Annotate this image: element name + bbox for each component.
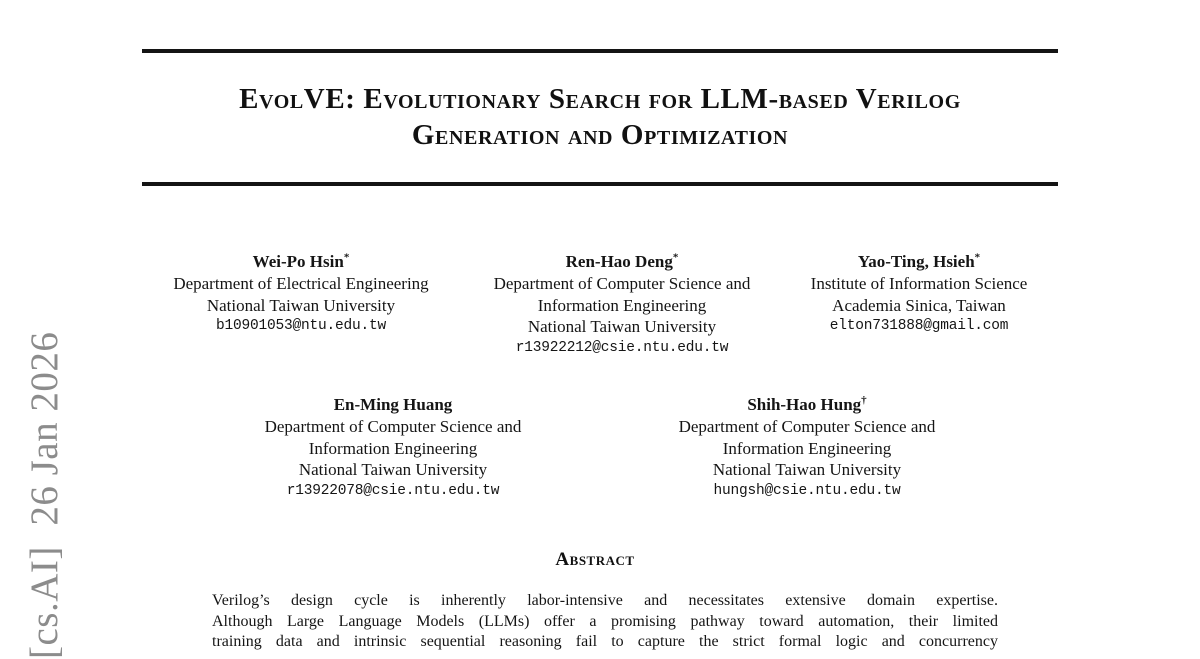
paper-title [142, 81, 1058, 153]
abstract-text-line: Although Large Language Models (LLMs) offer a promising pathway toward automation, their limited [212, 612, 998, 630]
author-footnote-mark: * [974, 251, 981, 264]
author-footnote-mark: * [672, 251, 679, 264]
author-affiliation-line: Department of Electrical Engineering [173, 274, 429, 293]
author-affiliation-line: Information Engineering [537, 295, 707, 315]
author-footnote-mark: * [343, 251, 350, 264]
author-affiliation-line: Department of Computer Science and [493, 274, 751, 293]
author-affiliation-line: Institute of Information Science [810, 274, 1028, 293]
author-email: elton731888@gmail.com [829, 318, 1009, 334]
author-name-text: Ren-Hao Deng [565, 252, 673, 271]
author-block-1 [121, 251, 481, 338]
author-name [213, 394, 573, 416]
author-block-4 [213, 394, 573, 502]
author-affiliation-line: Academia Sinica, Taiwan [832, 295, 1006, 315]
title-rule-top [142, 49, 1058, 53]
author-name-text: En-Ming Huang [333, 395, 453, 414]
author-affiliation-line: Department of Computer Science and [264, 417, 522, 436]
author-affiliation-line: National Taiwan University [298, 460, 488, 479]
abstract-heading: Abstract [555, 549, 635, 570]
paper-title-line1: EvolVE: Evolutionary Search for LLM-based Verilog [239, 83, 961, 115]
author-email: b10901053@ntu.edu.tw [215, 318, 387, 334]
abstract-body [212, 591, 998, 653]
author-affiliation-line: National Taiwan University [206, 295, 396, 315]
author-affiliation-line: National Taiwan University [712, 460, 902, 479]
arxiv-stamp: [cs.AI] 26 Jan 2026 [23, 331, 66, 659]
author-email: hungsh@csie.ntu.edu.tw [713, 482, 901, 499]
abstract-text-line: training data and intrinsic sequential reasoning fail to capture the strict formal logic and concurrency [212, 633, 998, 651]
title-rule-bottom [142, 182, 1058, 186]
paper-title-line2: Generation and Optimization [411, 119, 789, 151]
author-footnote-mark: † [861, 394, 867, 407]
author-affiliation-line: National Taiwan University [527, 317, 717, 336]
author-name [121, 251, 481, 273]
author-name [739, 251, 1099, 273]
abstract-text-line: Verilog’s design cycle is inherently labor-intensive and necessitates extensive domain expertise. [212, 592, 998, 609]
author-block-5 [627, 394, 987, 502]
author-affiliation-line: Information Engineering [308, 438, 478, 458]
author-email: r13922212@csie.ntu.edu.tw [515, 339, 729, 356]
author-name-text: Wei-Po Hsin [252, 252, 344, 271]
author-affiliation-line: Information Engineering [722, 438, 892, 458]
author-name [627, 394, 987, 416]
author-block-3 [739, 251, 1099, 338]
author-affiliation-line: Department of Computer Science and [678, 417, 936, 436]
author-name-text: Yao-Ting, Hsieh [857, 252, 975, 271]
author-name-text: Shih-Hao Hung [747, 395, 862, 414]
author-email: r13922078@csie.ntu.edu.tw [286, 482, 500, 499]
